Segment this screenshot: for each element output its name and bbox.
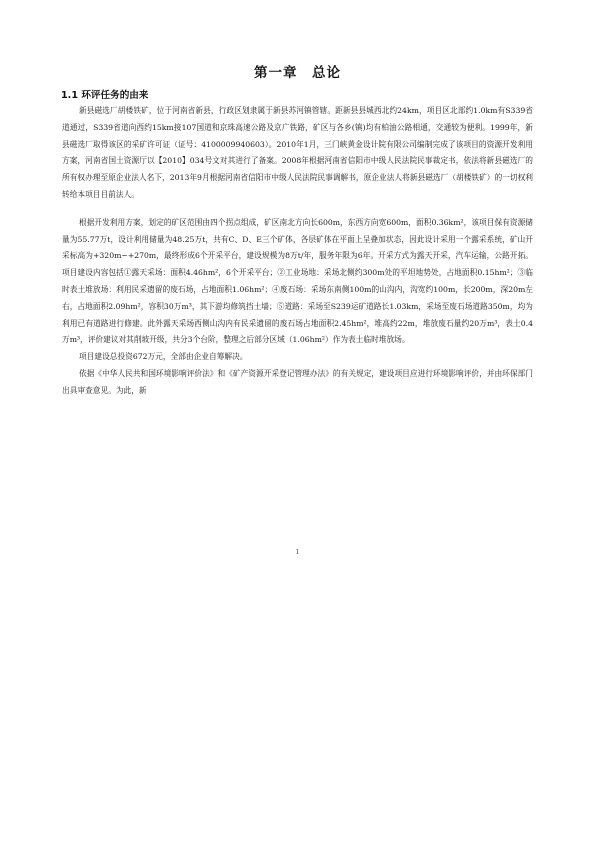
chapter-title: 第一章 总论 xyxy=(254,65,341,81)
paragraph-legal-basis: 依据《中华人民共和国环境影响评价法》和《矿产资源开采登记管理办法》的有关规定，建设项目应进行环境影响评价，并由环保部门出具审查意见。为此，新 xyxy=(62,368,533,395)
section-heading: 1.1 环评任务的由来 xyxy=(61,90,149,101)
document-body xyxy=(62,103,533,400)
paragraph-mining-plan: 根据开发利用方案，划定的矿区范围由四个拐点组成，矿区南北方向长600m，东西方向宽600m，面积0.36km²，该项目保有资源储量为55.77万t，设计利用储量为48.25万t，共有C、D、E三个矿体，各层矿体在平面上呈叠加状态，因此设计采用一个露采系统，矿山开采标高为+320m~+270m，最终形成6个开采平台，建设规模为8万t/年，服务年限为6年。开采方式为露天开采，汽车运输，公路开拓。项目建设内容包括①露天采场：面积4.46hm²，6个开采平台；②工业场地：采场北侧约300m处的平坦地势处，占地面积0.15hm²；③临时表土堆放场：利用民采遗留的废石场，占地面积1.06hm²；④废石场：采场东南侧100m的山沟内，沟宽约100m，长200m，深20m左右，占地面积2.09hm²，容积30万m³，其下游均修筑挡土墙；⑤道路：采场至S239运矿道路长1.03km，采场至废石场道路350m，均为利用已有道路进行修建。此外露天采场西侧山沟内有民采遗留的废石场占地面积2.45hm²，堆高约22m，堆放废石量约20万m³，表土0.4万m³，评价建议对其削坡开级，共分3个台阶，整理之后部分区域（1.06hm²）作为表土临时堆放场。 xyxy=(62,217,533,345)
paragraph-investment: 项目建设总投资672万元，全部由企业自筹解决。 xyxy=(79,352,248,362)
paragraph-project-location: 新县磁选厂胡楼铁矿，位于河南省新县，行政区划隶属于新县苏河镇管辖。距新县县城西北约24km，项目区北部约1.0km有S339省道通过，S339省道向西约15km接107国道和京珠高速公路及京广铁路，矿区与各乡(镇)均有柏油公路相通，交通较为便利。1999年，新县磁选厂取得该区的采矿许可证（证号：4100009940603）。2010年1月，三门峡黄金设计院有限公司编制完成了该项目的资源开发利用方案，河南省国土资源厅以【2010】034号文对其进行了备案。2008年根据河南省信阳市中级人民法院民事裁定书，依法将新县磁选厂的所有权办理至原企业法人名下，2013年9月根据河南省信阳市中级人民法院民事调解书，原企业法人将新县磁选厂（胡楼铁矿）的一切权利转给本项目目前法人。 xyxy=(62,106,533,199)
page-number: 1 xyxy=(295,549,300,556)
